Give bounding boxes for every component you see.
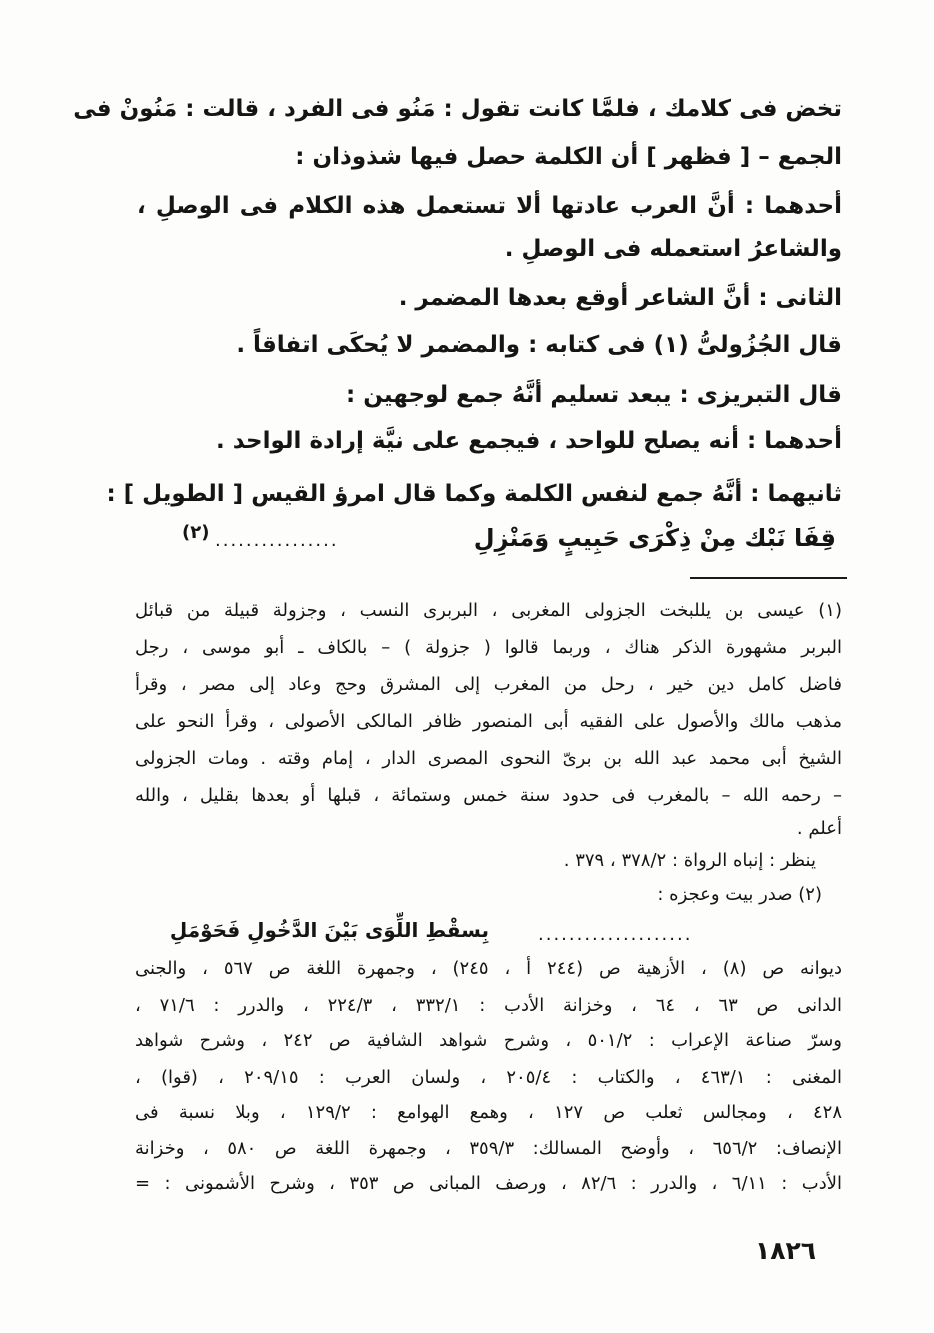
footnote-line: أعلم . [796,818,842,839]
footnote-line: (١) عيسى بن يللبخت الجزولى المغربى ، البربرى النسب ، وجزولة قبيلة من قبائل [135,600,842,621]
verse-hemistich: بِسقْطِ اللِّوَى بَيْنَ الدَّخُولِ فَحَوْمَلِ [169,918,489,942]
footnote-reference: (٢) [182,522,210,543]
footnote-line: (٢) صدر بيت وعجزه : [657,884,822,905]
footnote-line: ٤٢٨ ، ومجالس ثعلب ص ١٢٧ ، وهمع الهوامع : ١٢٩/٢ ، وبلا نسبة فى [135,1102,842,1123]
footnote-line: البربر مشهورة الذكر هناك ، وربما قالوا ( جزولة ) – بالكاف ـ أبو موسى ، رجل [135,637,842,658]
footnote-line: فاضل كامل دين خير ، رحل من المغرب إلى المشرق وحج وعاد إلى مصر ، وقرأ [135,674,842,695]
footnote-line: الأدب : ٦/١١ ، والدرر : ٨٢/٦ ، ورصف المبانى ص ٣٥٣ ، وشرح الأشمونى : = [135,1173,842,1194]
main-text-line: الجمع – [ فظهر ] أن الكلمة حصل فيها شذوذان : [295,144,842,170]
footnote-separator [690,577,847,579]
main-text-line: أحدهما : أنَّ العرب عادتها ألا تستعمل هذه الكلام فى الوصلِ ، [137,193,842,219]
footnote-line: مذهب مالك والأصول على الفقيه أبى المنصور ظافر المالكى الأصولى ، وقرأ النحو على [135,711,842,732]
footnote-line: المغنى : ٤٦٣/١ ، والكتاب : ٢٠٥/٤ ، ولسان العرب : ٢٠٩/١٥ ، (قوا) ، [135,1067,842,1088]
main-text-line: تخض فى كلامك ، فلمَّا كانت تقول : مَنُو فى الفرد ، قالت : مَنُونْ فى [73,96,842,122]
main-text-line: والشاعرُ استعمله فى الوصلِ . [504,236,842,262]
main-text-line: أحدهما : أنه يصلح للواحد ، فيجمع على نيَّة إرادة الواحد . [216,428,842,454]
verse-ellipsis: .................... [538,924,693,945]
footnote-line: وسرّ صناعة الإعراب : ٥٠١/٢ ، وشرح شواهد الشافية ص ٢٤٢ ، وشرح شواهد [135,1030,843,1051]
footnote-line: ديوانه ص (٨) ، الأزهية ص (٢٤٤ أ ، ٢٤٥) ، وجمهرة اللغة ص ٥٦٧ ، والجنى [135,958,842,979]
footnote-line: – رحمه الله – بالمغرب فى حدود سنة خمس وستمائة ، قبلها أو بعدها بقليل ، والله [135,785,842,806]
verse-hemistich: قِفَا نَبْك مِنْ ذِكْرَى حَبِيبٍ وَمَنْزِلِ [473,524,836,552]
page-number: ١٨٢٦ [755,1236,817,1265]
footnote-line: الشيخ أبى محمد عبد الله بن برىّ النحوى المصرى الدار ، إمام وقته . ومات الجزولى [135,748,842,769]
verse-ellipsis: ................ [215,530,339,551]
main-text-line: الثانى : أنَّ الشاعر أوقع بعدها المضمر . [398,285,842,311]
footnote-line: الإنصاف: ٦٥٦/٢ ، وأوضح المسالك: ٣٥٩/٣ ، وجمهرة اللغة ص ٥٨٠ ، وخزانة [135,1138,843,1159]
footnote-line: الدانى ص ٦٣ ، ٦٤ ، وخزانة الأدب : ٣٣٢/١ ، ٢٢٤/٣ ، والدرر : ٧١/٦ ، [135,995,843,1016]
footnote-line: ينظر : إنباه الرواة : ٣٧٨/٢ ، ٣٧٩ . [563,850,816,871]
main-text-line: قال الجُزُولىُّ (١) فى كتابه : والمضمر لا يُحكَى اتفاقاً . [236,332,842,358]
main-text-line: ثانيهما : أنَّهُ جمع لنفس الكلمة وكما قال امرؤ القيس [ الطويل ] : [106,481,842,507]
main-text-line: قال التبريزى : يبعد تسليم أنَّهُ جمع لوجهين : [346,382,842,408]
